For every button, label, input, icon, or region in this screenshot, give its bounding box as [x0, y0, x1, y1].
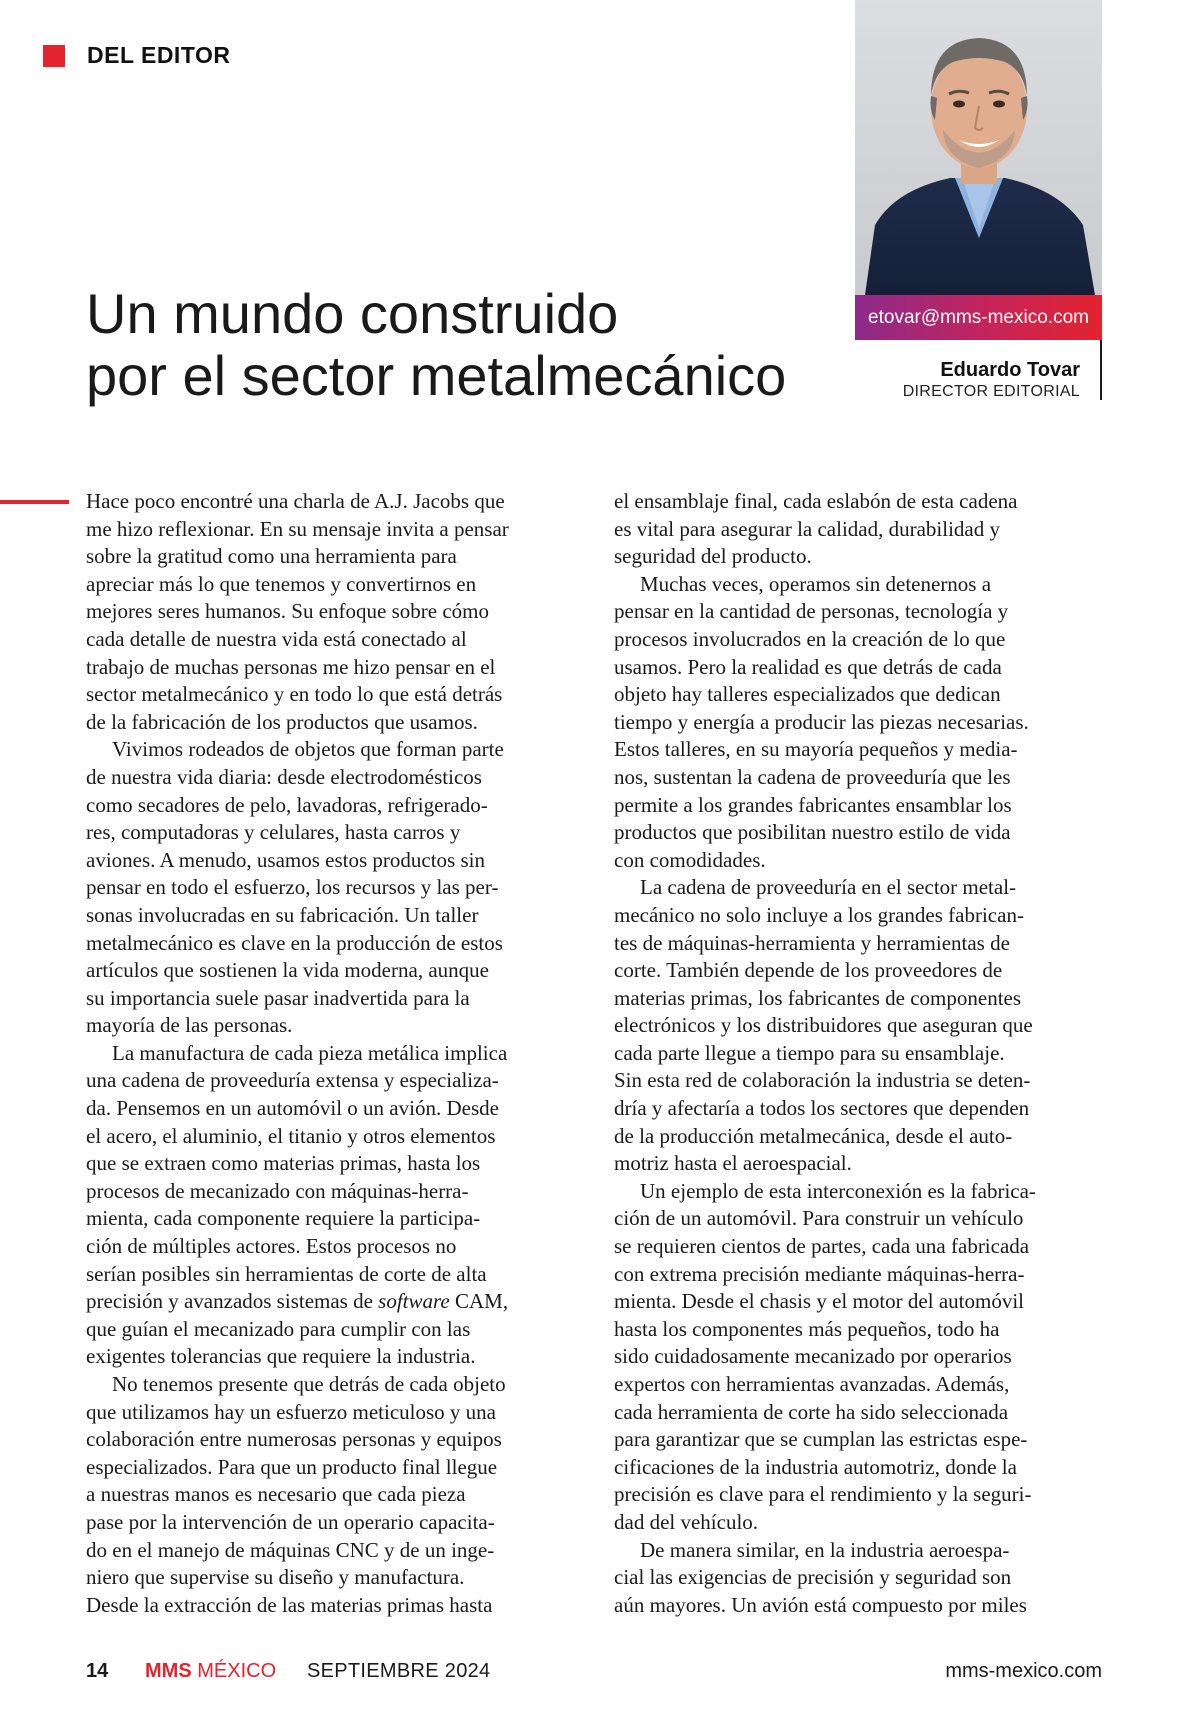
text-line: cificaciones de la industria automotriz, donde la	[614, 1454, 1017, 1479]
text-line: cada parte llegue a tiempo para su ensamblaje.	[614, 1040, 1005, 1065]
text-line: cial las exigencias de precisión y seguridad son	[614, 1565, 1012, 1590]
text-line: pensar en todo el esfuerzo, los recursos y las per-	[86, 875, 499, 900]
text-line: sonas involucradas en su fabricación. Un taller	[86, 902, 479, 927]
article-headline	[86, 283, 806, 407]
headline-line-1: Un mundo construido	[86, 282, 619, 345]
text-line: res, computadoras y celulares, hasta carros y	[86, 820, 461, 845]
text-line: se requieren cientos de partes, cada una fabricada	[614, 1234, 1030, 1259]
text-line: mienta, cada componente requiere la participa-	[86, 1206, 481, 1231]
article-column-left	[86, 488, 572, 1618]
text-line: tes de máquinas-herramienta y herramientas de	[614, 930, 1010, 955]
issue-date: SEPTIEMBRE 2024	[307, 1660, 491, 1682]
article-paragraph	[614, 874, 1100, 1178]
text-line: procesos de mecanizado con máquinas-herra-	[86, 1178, 469, 1203]
section-marker	[43, 45, 65, 67]
section-label: DEL EDITOR	[87, 42, 231, 68]
text-line: de la fabricación de los productos que usamos.	[86, 709, 478, 734]
article-paragraph	[614, 1537, 1100, 1618]
text-line: serían posibles sin herramientas de corte de alta	[86, 1261, 487, 1286]
article-paragraph	[86, 1040, 572, 1371]
text-line: materias primas, los fabricantes de componentes	[614, 985, 1022, 1010]
text-line: pase por la intervención de un operario capacita-	[86, 1509, 495, 1534]
section-tag	[43, 42, 230, 69]
text-line: La cadena de proveeduría en el sector metal-	[640, 875, 1017, 900]
text-line: Desde la extracción de las materias primas hasta	[86, 1592, 493, 1617]
text-line: No tenemos presente que detrás de cada objeto	[112, 1372, 506, 1396]
text-line: precisión y avanzados sistemas de software CAM,	[86, 1289, 509, 1314]
text-line: mecánico no solo incluye a los grandes fabrican-	[614, 902, 1024, 927]
accent-rule	[0, 500, 69, 504]
text-line: motriz hasta el aeroespacial.	[614, 1151, 852, 1176]
text-line: seguridad del producto.	[614, 544, 812, 569]
text-line: La manufactura de cada pieza metálica implica	[112, 1040, 508, 1065]
text-line: el ensamblaje final, cada eslabón de esta cadena	[614, 489, 1018, 513]
article-paragraph	[614, 1178, 1100, 1537]
text-line: pensar en la cantidad de personas, tecnología y	[614, 599, 1009, 624]
text-line: su importancia suele pasar inadvertida para la	[86, 985, 470, 1010]
text-line: objeto hay talleres especializados que dedican	[614, 682, 1001, 707]
text-line: ción de un automóvil. Para construir un vehículo	[614, 1206, 1024, 1231]
text-line: aviones. A menudo, usamos estos productos sin	[86, 847, 485, 872]
italic-term: software	[378, 1289, 450, 1314]
text-line: con comodidades.	[614, 847, 766, 872]
text-line: para garantizar que se cumplan las estrictas espe-	[614, 1427, 1028, 1452]
text-line: apreciar más lo que tenemos y convertirnos en	[86, 571, 477, 596]
article-paragraph	[86, 488, 572, 736]
text-line: De manera similar, en la industria aeroespa-	[640, 1537, 1010, 1562]
brand-mms: MMS	[145, 1660, 192, 1682]
text-line: Muchas veces, operamos sin detenernos a	[640, 571, 992, 596]
text-line: precisión es clave para el rendimiento y la seguri-	[614, 1482, 1032, 1507]
author-role: DIRECTOR EDITORIAL	[902, 383, 1080, 400]
article-paragraph	[86, 736, 572, 1040]
text-line: exigentes tolerancias que requiere la industria.	[86, 1344, 476, 1369]
text-line: una cadena de proveeduría extensa y especializa-	[86, 1068, 499, 1093]
text-line: productos que posibilitan nuestro estilo de vida	[614, 820, 1011, 845]
text-line: electrónicos y los distribuidores que aseguran que	[614, 1013, 1033, 1038]
author-email-bar[interactable]	[855, 295, 1102, 340]
text-line: de la producción metalmecánica, desde el auto-	[614, 1123, 1013, 1148]
text-line: es vital para asegurar la calidad, durabilidad y	[614, 516, 1000, 541]
author-email-link[interactable]: etovar@mms-mexico.com	[868, 306, 1089, 328]
page-number: 14	[86, 1660, 109, 1682]
text-line: tiempo y energía a producir las piezas necesarias.	[614, 709, 1029, 734]
text-line: expertos con herramientas avanzadas. Además,	[614, 1372, 1010, 1396]
brand-mexico: MÉXICO	[191, 1660, 277, 1682]
text-line: permite a los grandes fabricantes ensamblar los	[614, 792, 1012, 817]
headline-line-2: por el sector metalmecánico	[86, 344, 787, 407]
text-line: mienta. Desde el chasis y el motor del automóvil	[614, 1289, 1024, 1314]
author-name: Eduardo Tovar	[940, 359, 1080, 381]
text-line: que se extraen como materias primas, hasta los	[86, 1151, 481, 1176]
text-line: a nuestras manos es necesario que cada pieza	[86, 1482, 466, 1507]
text-line: da. Pensemos en un automóvil o un avión. Desde	[86, 1096, 499, 1121]
text-line: de nuestra vida diaria: desde electrodomésticos	[86, 764, 482, 789]
text-line: el acero, el aluminio, el titanio y otros elementos	[86, 1123, 496, 1148]
text-line: Hace poco encontré una charla de A.J. Jacobs que	[86, 489, 505, 513]
text-line: Un ejemplo de esta interconexión es la fabrica-	[640, 1178, 1036, 1203]
text-line: ción de múltiples actores. Estos procesos no	[86, 1234, 457, 1259]
article-paragraph	[86, 1371, 572, 1618]
text-line: trabajo de muchas personas me hizo pensar en el	[86, 654, 496, 679]
article-column-right	[614, 488, 1100, 1618]
text-line: me hizo reflexionar. En su mensaje invita a pensar	[86, 516, 509, 541]
text-line: sido cuidadosamente mecanizado por operarios	[614, 1344, 1012, 1369]
text-line: Estos talleres, en su mayoría pequeños y media-	[614, 737, 1018, 762]
text-line: do en el manejo de máquinas CNC y de un inge-	[86, 1537, 495, 1562]
text-line: mejores seres humanos. Su enfoque sobre cómo	[86, 599, 489, 624]
text-line: colaboración entre numerosas personas y equipos	[86, 1427, 502, 1452]
page-footer	[86, 1660, 1102, 1686]
text-line: cada detalle de nuestra vida está conectado al	[86, 626, 467, 651]
text-line: dría y afectaría a todos los sectores que dependen	[614, 1096, 1030, 1121]
text-line: sector metalmecánico y en todo lo que está detrás	[86, 682, 503, 707]
author-photo	[855, 0, 1102, 295]
text-line: con extrema precisión mediante máquinas-herra-	[614, 1261, 1025, 1286]
article-paragraph	[614, 571, 1100, 875]
text-line: especializados. Para que un producto final llegue	[86, 1454, 498, 1479]
website-link[interactable]: mms-mexico.com	[945, 1660, 1102, 1682]
text-line: corte. También depende de los proveedores de	[614, 958, 1003, 983]
article-paragraph	[614, 488, 1100, 571]
author-info	[855, 340, 1102, 400]
text-line: artículos que sostienen la vida moderna, aunque	[86, 958, 489, 983]
author-portrait-image	[855, 0, 1102, 295]
text-line: metalmecánico es clave en la producción de estos	[86, 930, 503, 955]
magazine-brand	[145, 1660, 276, 1683]
text-line: dad del vehículo.	[614, 1509, 759, 1534]
text-line: Vivimos rodeados de objetos que forman parte	[112, 737, 504, 762]
text-line: mayoría de las personas.	[86, 1013, 293, 1038]
text-line: aún mayores. Un avión está compuesto por miles	[614, 1592, 1027, 1617]
text-line: hasta los componentes más pequeños, todo ha	[614, 1316, 1000, 1341]
text-line: Sin esta red de colaboración la industria se deten-	[614, 1068, 1031, 1093]
text-line: nos, sustentan la cadena de proveeduría que les	[614, 764, 1011, 789]
text-line: niero que supervise su diseño y manufactura.	[86, 1565, 465, 1590]
text-line: sobre la gratitud como una herramienta para	[86, 544, 457, 569]
text-line: procesos involucrados en la creación de lo que	[614, 626, 1006, 651]
text-line: cada herramienta de corte ha sido seleccionada	[614, 1399, 1009, 1424]
text-line: que guían el mecanizado para cumplir con las	[86, 1316, 471, 1341]
text-line: que utilizamos hay un esfuerzo meticuloso y una	[86, 1399, 496, 1424]
text-line: usamos. Pero la realidad es que detrás de cada	[614, 654, 1002, 679]
text-line: como secadores de pelo, lavadoras, refrigerado-	[86, 792, 488, 817]
